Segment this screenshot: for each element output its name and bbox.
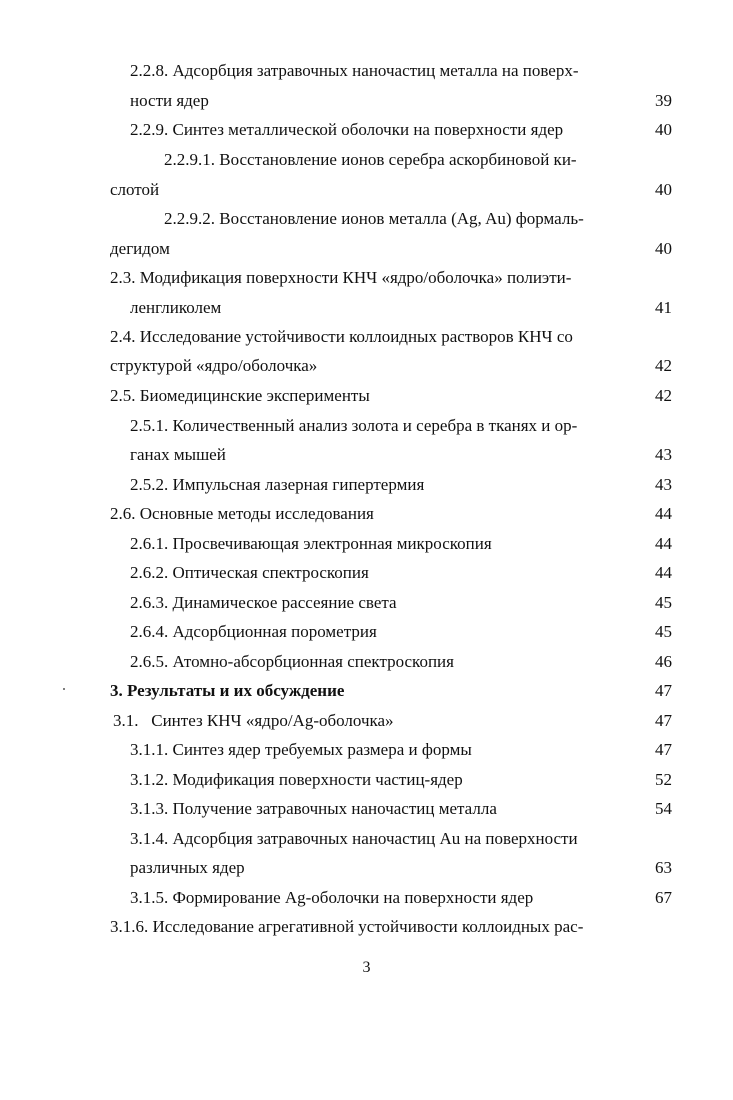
toc-entry-text: 2.4. Исследование устойчивости коллоидных растворов КНЧ со xyxy=(110,327,573,346)
toc-entry-text: 2.3. Модификация поверхности КНЧ «ядро/оболочка» полиэти- xyxy=(110,268,572,287)
toc-entry-text: ганах мышей xyxy=(130,445,226,464)
toc-entry-text: 2.2.9.1. Восстановление ионов серебра аскорбиновой ки- xyxy=(164,150,577,169)
toc-entry-text: дегидом xyxy=(110,239,170,258)
toc-page-number: 52 xyxy=(655,770,672,789)
toc-entry-text: 2.6.5. Атомно-абсорбционная спектроскопия xyxy=(130,652,454,671)
toc-entry-text: 3.1.2. Модификация поверхности частиц-ядер xyxy=(130,770,463,789)
toc-chapter-title: 3. Результаты и их обсуждение xyxy=(110,681,345,700)
toc-entry-text: 2.6.3. Динамическое рассеяние света xyxy=(130,593,397,612)
toc-page-number: 54 xyxy=(655,799,672,818)
toc-page-number: 47 xyxy=(655,740,672,759)
toc-entry-text: 3.1.6. Исследование агрегативной устойчивости коллоидных рас- xyxy=(110,917,584,936)
toc-page-number: 41 xyxy=(655,298,672,317)
toc-page-number: 67 xyxy=(655,888,672,907)
toc-entry-text: 2.6.1. Просвечивающая электронная микроскопия xyxy=(130,534,492,553)
toc-page-number: 45 xyxy=(655,622,672,641)
toc-page-number: 39 xyxy=(655,91,672,110)
toc-entry-text: ленгликолем xyxy=(130,298,222,317)
page-number: 3 xyxy=(362,959,371,976)
scan-speck xyxy=(63,688,65,690)
toc-entry-text: ности ядер xyxy=(130,91,209,110)
toc-page-number: 45 xyxy=(655,593,672,612)
toc-page-number: 40 xyxy=(655,180,672,199)
toc-entry-text: 3.1.5. Формирование Ag-оболочки на поверхности ядер xyxy=(130,888,534,907)
toc-page-number: 43 xyxy=(655,475,672,494)
toc-page-number: 40 xyxy=(655,120,672,139)
toc-page-number: 42 xyxy=(655,386,672,405)
toc-page-number: 43 xyxy=(655,445,672,464)
toc-entry-text: 2.2.9. Синтез металлической оболочки на поверхности ядер xyxy=(130,120,564,139)
toc-page-number: 44 xyxy=(655,534,672,553)
toc-entry-text: 2.6.2. Оптическая спектроскопия xyxy=(130,563,369,582)
toc-entry-text: 3.1. Синтез КНЧ «ядро/Ag-оболочка» xyxy=(113,711,394,730)
toc-entry-text: 2.5.2. Импульсная лазерная гипертермия xyxy=(130,475,425,494)
toc-entry-text: 3.1.1. Синтез ядер требуемых размера и формы xyxy=(130,740,472,759)
toc-entry-text: 2.5. Биомедицинские эксперименты xyxy=(110,386,370,405)
toc-entry-text: 2.6. Основные методы исследования xyxy=(110,504,374,523)
toc-page-number: 47 xyxy=(655,711,672,730)
toc-entry-text: 3.1.3. Получение затравочных наночастиц металла xyxy=(130,799,497,818)
toc-entry-text: 2.6.4. Адсорбционная порометрия xyxy=(130,622,377,641)
toc-entry-text: 2.2.8. Адсорбция затравочных наночастиц металла на поверх- xyxy=(130,61,579,80)
toc-entry-text: 2.2.9.2. Восстановление ионов металла (Ag, Au) формаль- xyxy=(164,209,584,228)
toc-entry-text: структурой «ядро/оболочка» xyxy=(110,356,318,375)
toc-page-number: 42 xyxy=(655,356,672,375)
toc-entry-text: слотой xyxy=(110,180,160,199)
toc-entry-text: различных ядер xyxy=(130,858,245,877)
toc-page-number: 63 xyxy=(655,858,672,877)
toc-page-number: 44 xyxy=(655,504,672,523)
toc-page-number: 44 xyxy=(655,563,672,582)
toc-page-number: 46 xyxy=(655,652,672,671)
toc-entry-text: 3.1.4. Адсорбция затравочных наночастиц Au на поверхности xyxy=(130,829,578,848)
toc-entry-text: 2.5.1. Количественный анализ золота и серебра в тканях и ор- xyxy=(130,416,578,435)
toc-page-number: 47 xyxy=(655,681,672,700)
toc-page-number: 40 xyxy=(655,239,672,258)
